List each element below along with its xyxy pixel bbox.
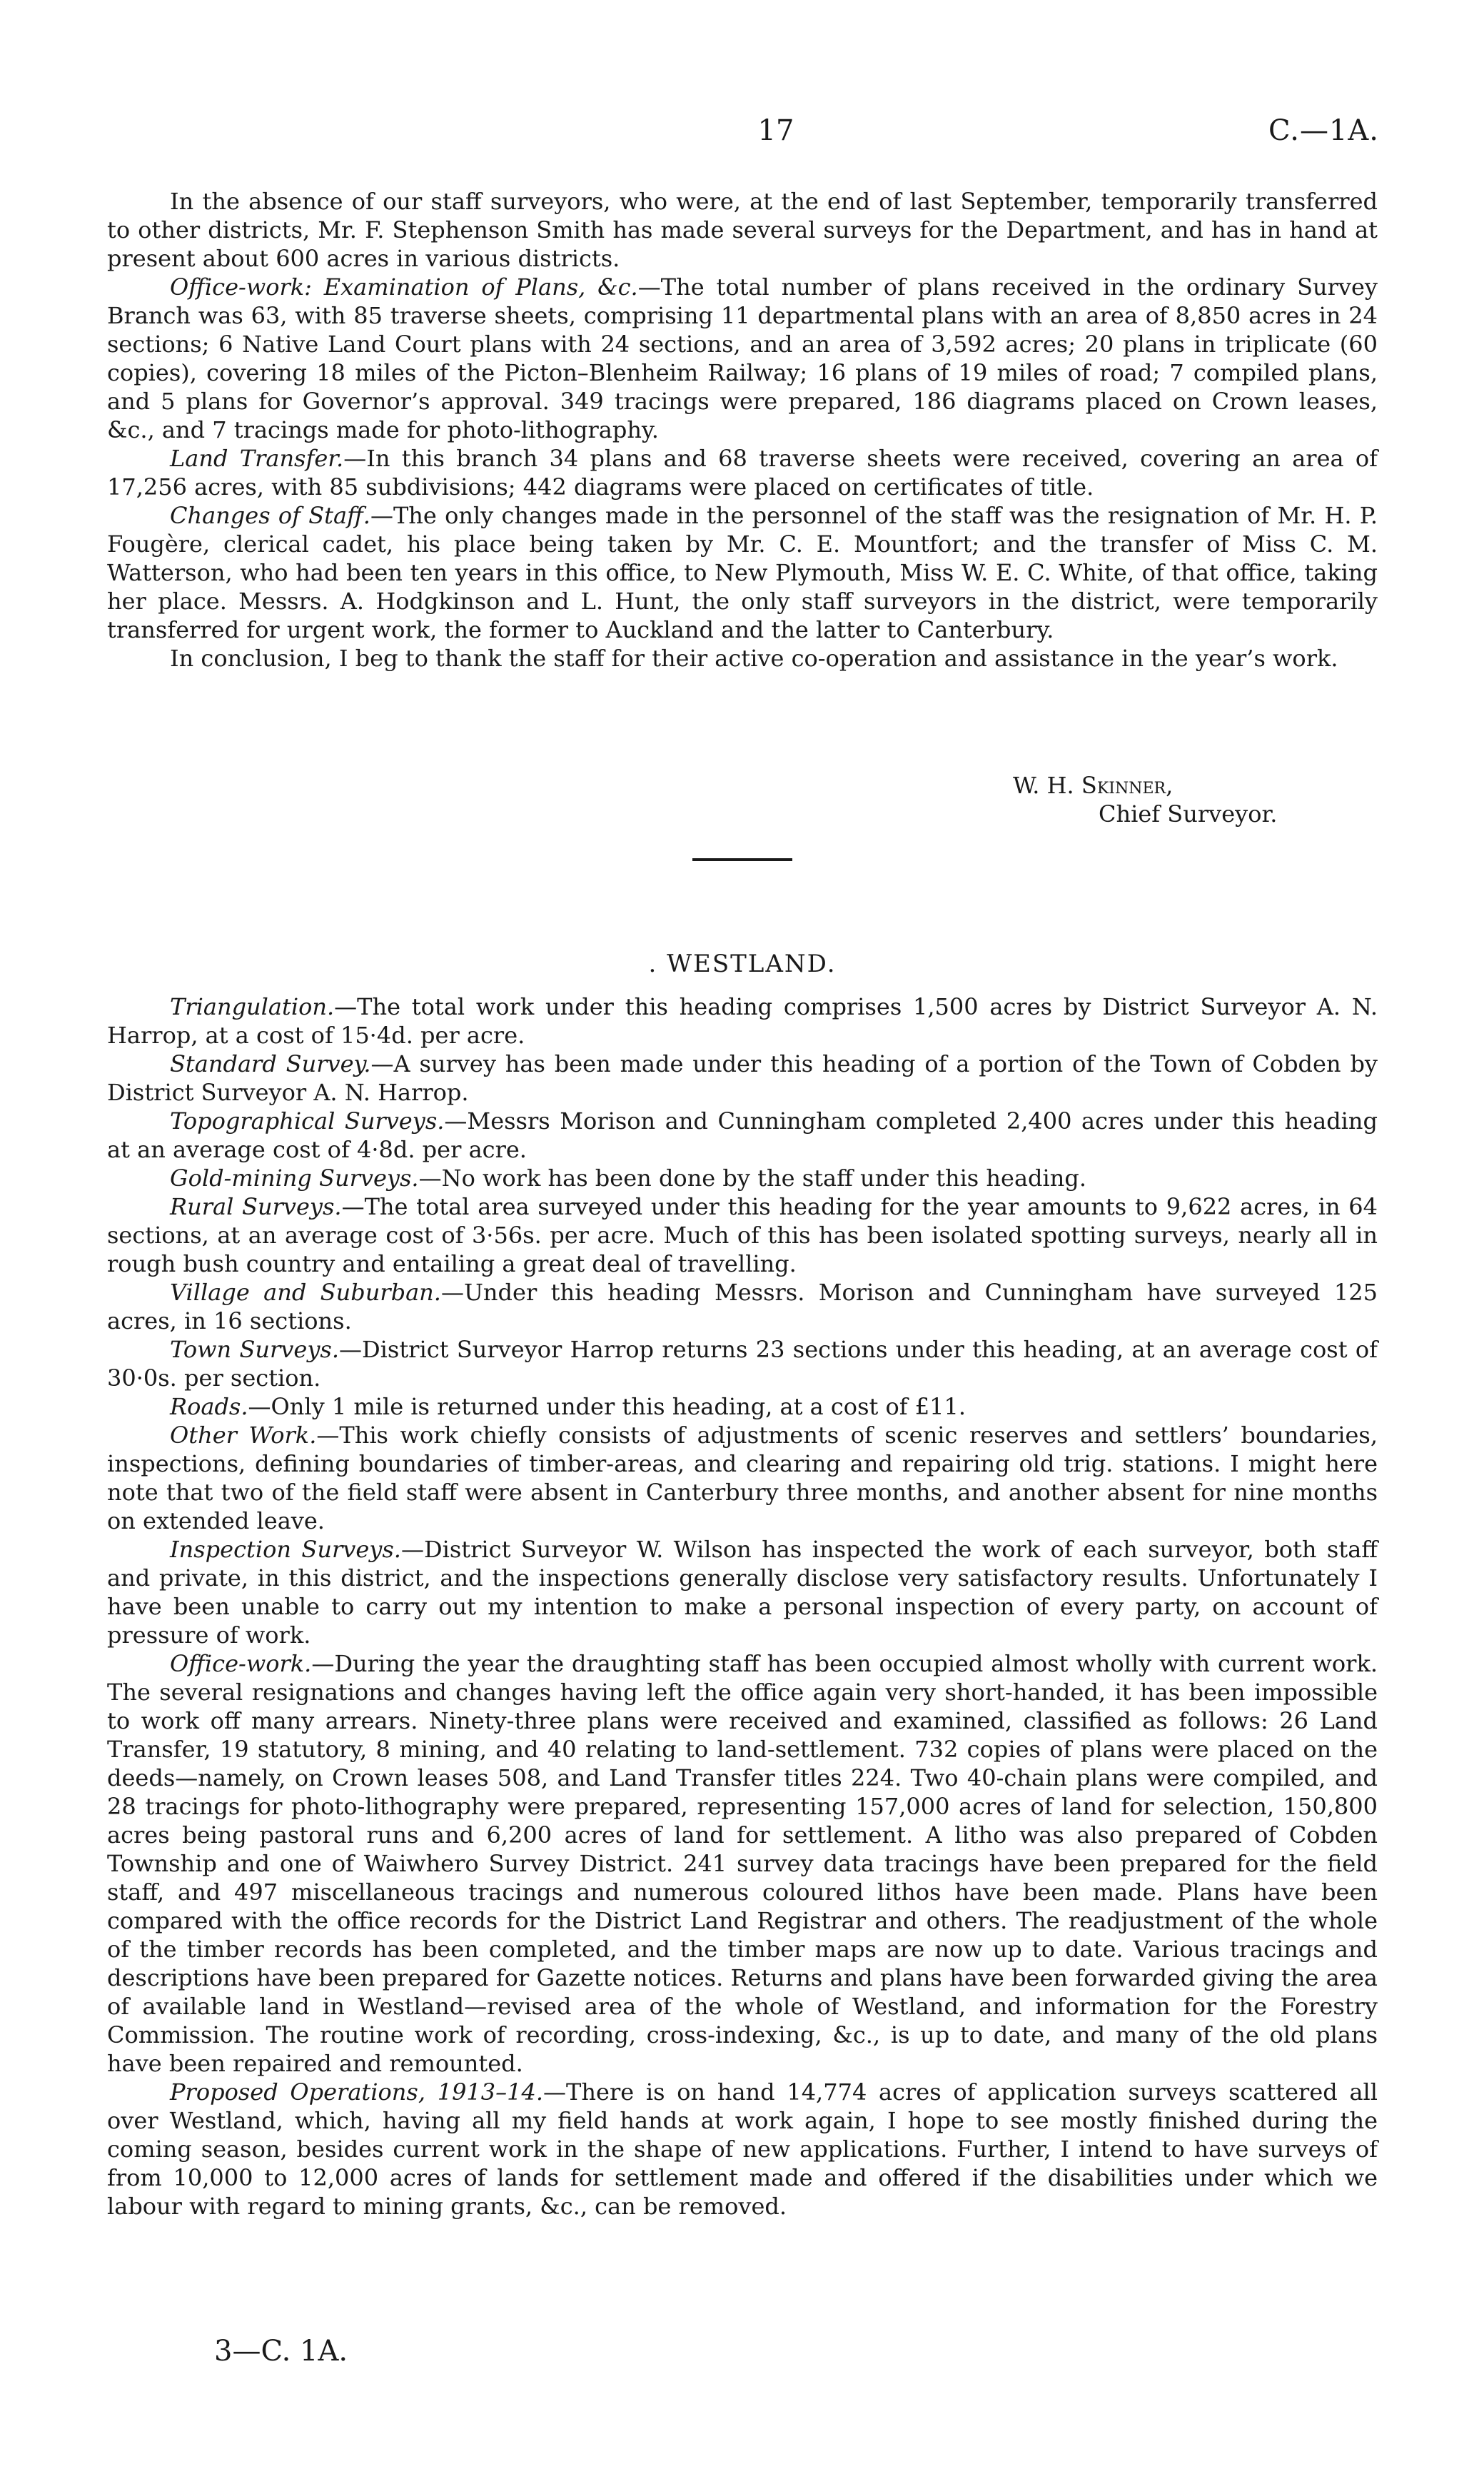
paragraph-text: —This work chiefly consists of adjustments of scenic reserves and settlers’ boundaries, inspections, defining boundaries of timber-areas, and clearing and repairing old trig. stations. I might here note that two of the field staff were absent in Canterbury three months, and another absent for nine months on extended leave. xyxy=(107,1422,1378,1534)
signature-code: 3—C. 1A. xyxy=(214,2335,348,2368)
paragraph-topographical-surveys xyxy=(107,1107,1378,1164)
paragraph-heading: Town Surveys. xyxy=(170,1336,339,1363)
paragraph-office-work-westland xyxy=(107,1649,1378,2078)
paragraph-heading: Standard Survey. xyxy=(170,1050,371,1077)
paragraph-text: —The total work under this heading comprises 1,500 acres by District Surveyor A. N. Harrop, at a cost of 15·4d. per acre. xyxy=(107,993,1378,1049)
paragraph-text: —Under this heading Messrs. Morison and Cunningham have surveyed 125 acres, in 16 sections. xyxy=(107,1279,1378,1334)
paragraph-text: —There is on hand 14,774 acres of application surveys scattered all over Westland, which, having all my field hands at work again, I hope to see mostly finished during the coming season, besides current work in the shape of new applications. Further, I intend to have surveys of from 10,000 to 12,000 acres of lands for settlement made and offered if the disabilities under which we labour with regard to mining grants, &c., can be removed. xyxy=(107,2078,1378,2220)
paragraph-absence-of-surveyors xyxy=(107,187,1378,273)
paragraph-town-surveys xyxy=(107,1335,1378,1392)
paragraph-text: —The total number of plans received in the ordinary Survey Branch was 63, with 85 traverse sheets, comprising 11 departmental plans with an area of 8,850 acres in 24 sections; 6 Native Land Court plans with 24 sections, and an area of 3,592 acres; 20 plans in triplicate (60 copies), covering 18 miles of the Picton–Blenheim Railway; 16 plans of 19 miles of road; 7 compiled plans, and 5 plans for Governor’s approval. 349 tracings were prepared, 186 diagrams placed on Crown leases, &c., and 7 tracings made for photo-lithography. xyxy=(107,273,1378,443)
paragraph-rural-surveys xyxy=(107,1192,1378,1278)
paragraph-village-and-suburban xyxy=(107,1278,1378,1335)
paragraph-heading: Other Work. xyxy=(170,1422,317,1449)
paragraph-gold-mining-surveys xyxy=(107,1164,1378,1192)
paragraph-heading: Village and Suburban. xyxy=(170,1279,441,1306)
paragraph-heading: Gold-mining Surveys. xyxy=(170,1165,419,1192)
paragraph-other-work xyxy=(107,1421,1378,1535)
paragraph-text: —District Surveyor Harrop returns 23 sections under this heading, at an average cost of 30·0s. per section. xyxy=(107,1336,1378,1392)
paragraph-proposed-operations xyxy=(107,2078,1378,2221)
paragraph-text: —The total area surveyed under this heading for the year amounts to 9,622 acres, in 64 sections, at an average cost of 3·56s. per acre. Much of this has been isolated spotting surveys, nearly all in rough bush country and entailing a great deal of travelling. xyxy=(107,1193,1378,1277)
paragraph-text: In conclusion, I beg to thank the staff for their active co-operation and assistance in the year’s work. xyxy=(170,645,1338,672)
paragraph-heading: Proposed Operations, 1913–14. xyxy=(170,2078,544,2106)
document-code: C.—1A. xyxy=(1268,114,1379,147)
paragraph-roads xyxy=(107,1392,1378,1421)
signature-block xyxy=(1013,771,1334,828)
paragraph-heading: Triangulation. xyxy=(170,993,335,1020)
paragraph-text: —A survey has been made under this heading of a portion of the Town of Cobden by District Surveyor A. N. Harrop. xyxy=(107,1050,1378,1106)
paragraph-triangulation xyxy=(107,992,1378,1050)
paragraph-heading: Roads. xyxy=(170,1393,248,1420)
paragraph-land-transfer xyxy=(107,444,1378,501)
westland-report-section xyxy=(107,992,1378,2221)
paragraph-text: —During the year the draughting staff has been occupied almost wholly with current work. The several resignations and changes having left the office again very short-handed, it has been impossible to work off many arrears. Ninety-three plans were received and examined, classified as follows: 26 Land Transfer, 19 statutory, 8 mining, and 40 relating to land-settlement. 732 copies of plans were placed on the deeds—namely, on Crown leases 508, and Land Transfer titles 224. Two 40-chain plans were compiled, and 28 tracings for photo-lithography were prepared, representing 157,000 acres of land for selection, 150,800 acres being pastoral runs and 6,200 acres of land for settlement. A litho was also prepared of Cobden Township and one of Waiwhero Survey District. 241 survey data tracings have been prepared for the field staff, and 497 miscellaneous tracings and numerous coloured lithos have been made. Plans have been compared with the office records for the District Land Registrar and others. The readjustment of the whole of the timber records has been completed, and the timber maps are now up to date. Various tracings and descriptions have been prepared for Gazette notices. Returns and plans have been forwarded giving the area of available land in Westland—revised area of the whole of Westland, and information for the Forestry Commission. The routine work of recording, cross-indexing, &c., is up to date, and many of the old plans have been repaired and remounted. xyxy=(107,1650,1378,2077)
paragraph-heading: Office-work. xyxy=(170,1650,312,1677)
section-divider xyxy=(692,858,792,861)
paragraph-conclusion xyxy=(107,644,1378,673)
paragraph-text: —District Surveyor W. Wilson has inspected the work of each surveyor, both staff and private, in this district, and the inspections generally disclose very satisfactory results. Unfortunately I have been unable to carry out my intention to make a personal inspection of every party, on account of pressure of work. xyxy=(107,1536,1378,1649)
paragraph-changes-of-staff xyxy=(107,501,1378,644)
marlborough-report-section xyxy=(107,187,1378,673)
paragraph-standard-survey xyxy=(107,1050,1378,1107)
page-header xyxy=(173,114,1379,157)
paragraph-text: In the absence of our staff surveyors, who were, at the end of last September, temporarily transferred to other districts, Mr. F. Stephenson Smith has made several surveys for the Department, and has in hand at present about 600 acres in various districts. xyxy=(107,188,1378,272)
paragraph-text: —Only 1 mile is returned under this heading, at a cost of £11. xyxy=(248,1393,966,1420)
paragraph-heading: Changes of Staff. xyxy=(170,502,370,529)
paragraph-text: —No work has been done by the staff under this heading. xyxy=(418,1165,1086,1192)
paragraph-text: —Messrs Morison and Cunningham completed 2,400 acres under this heading at an average cost of 4·8d. per acre. xyxy=(107,1107,1378,1163)
paragraph-heading: Topographical Surveys. xyxy=(170,1107,445,1135)
paragraph-inspection-surveys xyxy=(107,1535,1378,1649)
paragraph-text: —In this branch 34 plans and 68 traverse sheets were received, covering an area of 17,256 acres, with 85 subdivisions; 442 diagrams were placed on certificates of title. xyxy=(107,445,1378,501)
paragraph-text: —The only changes made in the personnel of the staff was the resignation of Mr. H. P. Fougère, clerical cadet, his place being taken by Mr. C. E. Mountfort; and the transfer of Miss C. M. Watterson, who had been ten years in this office, to New Plymouth, Miss W. E. C. White, of that office, taking her place. Messrs. A. Hodgkinson and L. Hunt, the only staff surveyors in the district, were temporarily transferred for urgent work, the former to Auckland and the latter to Canterbury. xyxy=(107,502,1378,643)
paragraph-heading: Rural Surveys. xyxy=(170,1193,342,1220)
paragraph-heading: Inspection Surveys. xyxy=(170,1536,401,1563)
signatory-title: Chief Surveyor. xyxy=(1099,800,1278,828)
paragraph-heading: Land Transfer. xyxy=(170,445,344,472)
paragraph-office-work xyxy=(107,273,1378,444)
westland-section-title: . WESTLAND. xyxy=(648,950,837,978)
paragraph-heading: Office-work: Examination of Plans, &c. xyxy=(170,273,638,301)
signatory-name: W. H. Skinner, xyxy=(1013,772,1173,799)
page-number: 17 xyxy=(757,114,794,147)
